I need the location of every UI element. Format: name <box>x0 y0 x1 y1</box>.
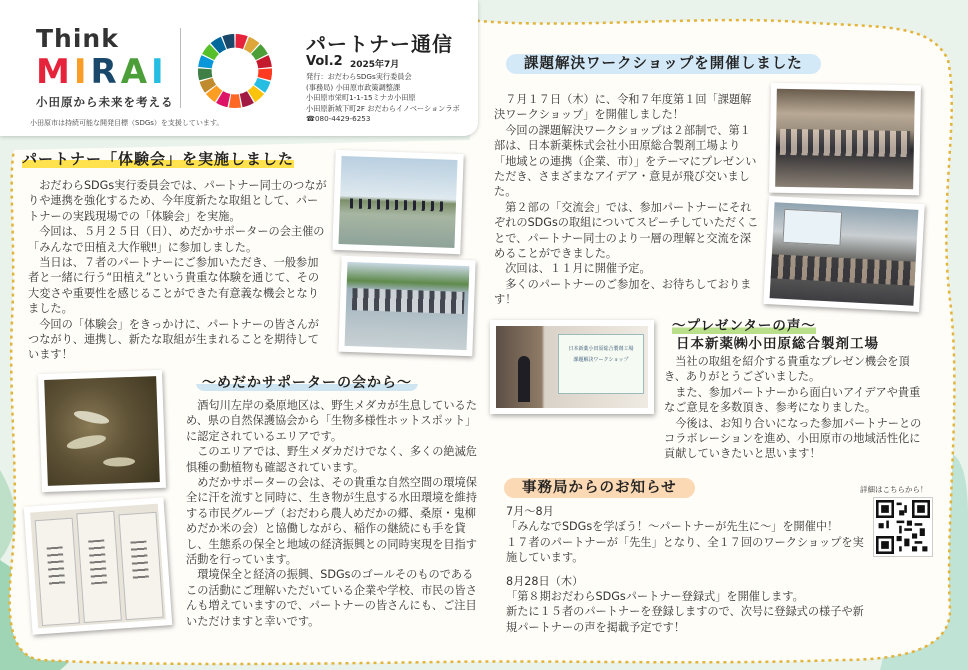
slide-subtitle: 課題解決ワークショップ <box>573 357 629 363</box>
mirai-letter: A <box>120 52 152 92</box>
qr-code-icon <box>876 500 930 554</box>
tagline: 小田原から未来を考える <box>36 95 174 109</box>
logo-mirai <box>36 52 168 92</box>
slide-title: 日本新薬小田原総合製剤工場 <box>568 346 634 352</box>
notice-item-2-date: 8月28日（木） <box>506 574 584 588</box>
notice-item-2-line: 新たに１５者のパートナーを登録しますので、次号に登録式の様子や新規パートナーの声を掲載予定です！ <box>506 605 864 634</box>
notice-item-2-line: 「第８期おだわらSDGsパートナー登録式」を開催します。 <box>506 590 804 604</box>
notice-item-1-line: 「みんなでSDGsを学ぼう！～パートナーが先生に～」を開催中！ <box>506 520 839 534</box>
presentation-photo <box>490 320 654 414</box>
taikenkai-body: おだわらSDGs実行委員会では、パートナー同士のつながりや連携を強化するため、今年度新たな取組として、パートナーの実践現場での「体験会」を実施。 今回は、５月２５日（日）、めだかサポーターの会主催の「みんなで田植え大作戦‼」に参加しました。 当日は、７者のパートナーにご参加いただき、一般参加者と一緒に行う“田植え”という貴重な体験を通じて、その大変さや重要性を感じることができた有意義な機会となりました。 今回の「体験会」をきっかけに、パートナーの皆さんがつながり、連携し、新たな取組が生まれることを期待しています！ <box>28 179 327 362</box>
rice-bags-photo <box>24 497 173 634</box>
qr-label: 詳細はこちらから！ <box>860 485 928 494</box>
mirai-letter: M <box>36 52 74 92</box>
workshop-body: ７月１７日（木）に、令和７年度第１回「課題解決ワークショップ」を開催しました！ 今回の課題解決ワークショップは２部制で、第１部は、日本新薬株式会社小田原総合製剤工場より「地域との連携（企業、市）」をテーマにプレゼンいただき、さまざまなアイデア・意見が飛び交いました。 第２部の「交流会」では、参加パートナーにそれぞれのSDGsの取組についてスピーチしていただくことで、パートナー同士のより一層の理解と交流を深めることができました。 次回は、１１月に開催予定。 多くのパートナーのご参加を、お待ちしております！ <box>494 93 759 307</box>
notice-body <box>506 504 868 635</box>
presenter-heading: ～プレゼンターの声～ <box>672 318 816 334</box>
mirai-letter: I <box>73 52 91 92</box>
workshop-exchange-photo <box>763 196 924 312</box>
presenter-company: 日本新薬㈱小田原総合製剤工場 <box>676 336 879 352</box>
vol-label: Vol.2 <box>306 54 343 69</box>
issue-date: 2025年7月 <box>350 60 400 70</box>
notice-heading: 事務局からのお知らせ <box>504 476 695 497</box>
header-card <box>0 0 478 136</box>
logo-think: Think <box>36 24 119 53</box>
qr-code[interactable] <box>874 498 932 556</box>
medaka-body: 酒匂川左岸の桑原地区は、野生メダカが生息しているため、県の自然保護協会から「生物多様性ホットスポット」に認定されているエリアです。 このエリアでは、野生メダカだけでなく、多くの絶滅危惧種の動植物も確認されています。 めだかサポーターの会は、その貴重な自然空間の環境保全に汗を流すと同時に、生き物が生息する水田環境を維持する市民グループ（おだわら農人めだかの郷、桑原・鬼柳めだか米の会）と協働しながら、稲作の継続にも手を貸し、生態系の保全と地域の経済振興との同時実現を目指す活動を行っています。 環境保全と経済の振興、SDGsのゴールそのものであるこの活動にご理解いただいている企業や学校、市民の皆さんも増えていますので、パートナーの皆さんにも、ご注目いただけますと幸いです。 <box>186 399 477 628</box>
notice-item-1-date: 7月～8月 <box>506 505 554 518</box>
sdgs-support-note: 小田原市は持続可能な開発目標（SDGs）を支援しています。 <box>30 119 224 127</box>
mirai-letter: I <box>151 52 168 92</box>
rice-field-photo-1 <box>332 150 463 254</box>
rice-field-photo-2 <box>338 256 475 357</box>
workshop-heading: 課題解決ワークショップを開催しました <box>506 52 821 73</box>
sdgs-wheel-segment <box>229 94 241 108</box>
presenter-body: 当社の取組を紹介する貴重なプレゼン機会を頂き、ありがとうございました。 また、参加パートナーから面白いアイデアや貴重なご意見を多数頂き、参考になりました。 今後は、お知り合いになった参加パートナーとのコラボレーションを進め、小田原市の地域活性化に貢献していきたいと思います！ <box>664 355 922 461</box>
notice-item-1-line: １７者のパートナーが「先生」となり、全１７回のワークショップを実施しています。 <box>506 535 864 565</box>
mirai-letter: R <box>90 52 121 92</box>
workshop-group-photo <box>769 83 921 196</box>
medaka-fish-photo <box>38 370 166 492</box>
publisher-info: 発行：おだわらSDGs実行委員会 (事務局) 小田原市政策調整課 小田原市栄町1-1-15ミナカ小田原 小田原新城下町2F おだわらイノベーションラボ ☎080-4429-6253 <box>306 72 460 123</box>
newsletter-title: パートナー通信 <box>306 32 453 56</box>
taikenkai-heading: パートナー「体験会」を実施しました <box>22 150 295 168</box>
sdgs-wheel-icon <box>196 32 274 110</box>
divider <box>180 28 181 108</box>
medaka-heading: ～めだかサポーターの会から～ <box>196 372 418 392</box>
